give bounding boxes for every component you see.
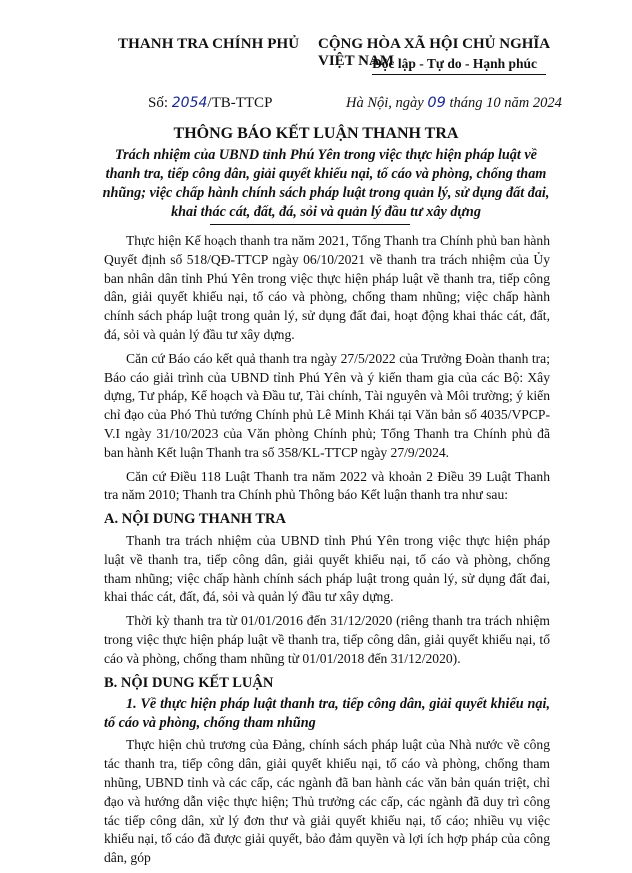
section-a-heading: A. NỘI DUNG THANH TRA — [104, 511, 286, 528]
day-handwritten: 09 — [427, 95, 446, 111]
section-b-heading: B. NỘI DUNG KẾT LUẬN — [104, 674, 274, 691]
paragraph-scope: Thanh tra trách nhiệm của UBND tỉnh Phú Yên trong việc thực hiện pháp luật về thanh tra, tiếp công dân, giải quyết khiếu nại, tố cáo và phòng, chống tham nhũng; việc chấp hành chính sách pháp luật trong quản lý, sử dụng đất đai, khai thác cát, đất, đá, sỏi và quản lý đầu tư xây dựng. — [104, 532, 550, 605]
document-title: THÔNG BÁO KẾT LUẬN THANH TRA — [173, 125, 459, 142]
paragraph-plan: Thực hiện Kế hoạch thanh tra năm 2021, Tổng Thanh tra Chính phủ ban hành Quyết định số 518/QĐ-TTCP ngày 06/10/2021 về thanh tra trách nhiệm của Ủy ban nhân dân tỉnh Phú Yên trong việc thực hiện pháp luật về thanh tra, tiếp công dân, giải quyết khiếu nại, tố cáo và phòng, chống tham nhũng; việc chấp hành chính sách pháp luật trong quản lý, sử dụng đất đai, hoạt động khai thác cát, đất, đá, sỏi và quản lý đầu tư xây dựng. — [104, 233, 550, 342]
document-subtitle: Trách nhiệm của UBND tỉnh Phú Yên trong việc thực hiện pháp luật về thanh tra, tiếp công dân, giải quyết khiếu nại, tố cáo và phòng, chống tham nhũng; việc chấp hành chính sách pháp luật trong quản lý, sử dụng đất đai, khai thác cát, đất, đá, sỏi và quản lý đầu tư xây dựng — [102, 147, 550, 220]
paragraph-implementation: Thực hiện chủ trương của Đảng, chính sách pháp luật của Nhà nước về công tác thanh tra, tiếp công dân, giải quyết khiếu nại, tố cáo và phòng, chống tham nhũng, UBND tỉnh và các cấp, các ngành đã ban hành các văn bản quán triệt, chỉ đạo và hướng dẫn việc thực hiện; Thủ trưởng các cấp, các ngành đã duy trì công tác tiếp công dân, xử lý đơn thư và giải quyết khiếu nại, tố cáo; nhiều vụ việc khiếu nại, tố cáo đã được giải quyết, bảo đảm quyền và lợi ích hợp pháp của công dân, góp — [104, 737, 550, 866]
doc-no-suffix: /TB-TTCP — [207, 95, 273, 111]
place-suffix: tháng 10 năm 2024 — [445, 95, 562, 111]
doc-no-prefix: Số: — [148, 95, 172, 111]
doc-no-handwritten: 2054 — [171, 95, 208, 111]
paragraph-period: Thời kỳ thanh tra từ 01/01/2016 đến 31/12/2020 (riêng thanh tra trách nhiệm trong việc thực hiện pháp luật về thanh tra, tiếp công dân, giải quyết khiếu nại, tố cáo và phòng, chống tham nhũng từ 01/01/2018 đến 31/12/2020). — [104, 613, 550, 666]
place-and-date — [346, 95, 562, 112]
motto-underline — [372, 74, 546, 75]
paragraph-basis: Căn cứ Báo cáo kết quả thanh tra ngày 27/5/2022 của Trưởng Đoàn thanh tra; Báo cáo giải trình của UBND tỉnh Phú Yên và ý kiến tham gia của các Bộ: Xây dựng, Tư pháp, Kế hoạch và Đầu tư, Tài chính, Tài nguyên và Môi trường; ý kiến chỉ đạo của Phó Thủ tướng Chính phủ Lê Minh Khái tại Văn bản số 4035/VPCP-V.I ngày 31/10/2023 của Văn phòng Chính phủ; Tổng Thanh tra Chính phủ đã ban hành Kết luận Thanh tra số 358/KL-TTCP ngày 27/9/2024. — [104, 350, 550, 460]
place-prefix: Hà Nội, ngày — [346, 95, 428, 111]
paragraph-legal-basis: Căn cứ Điều 118 Luật Thanh tra năm 2022 và khoản 2 Điều 39 Luật Thanh tra năm 2010; Thanh tra Chính phủ Thông báo Kết luận thanh tra như sau: — [104, 468, 550, 503]
national-title: CỘNG HÒA XÃ HỘI CHỦ NGHĨA VIỆT NAM — [318, 36, 550, 69]
subsection-1-heading: 1. Về thực hiện pháp luật thanh tra, tiếp công dân, giải quyết khiếu nại, tố cáo và phòng, chống tham nhũng — [104, 696, 550, 732]
national-motto: Độc lập - Tự do - Hạnh phúc — [372, 56, 538, 71]
document-number — [148, 95, 272, 112]
document-header — [56, 0, 588, 111]
document-body — [104, 232, 550, 873]
issuing-agency: THANH TRA CHÍNH PHỦ — [118, 36, 300, 52]
subtitle-underline — [210, 224, 410, 225]
